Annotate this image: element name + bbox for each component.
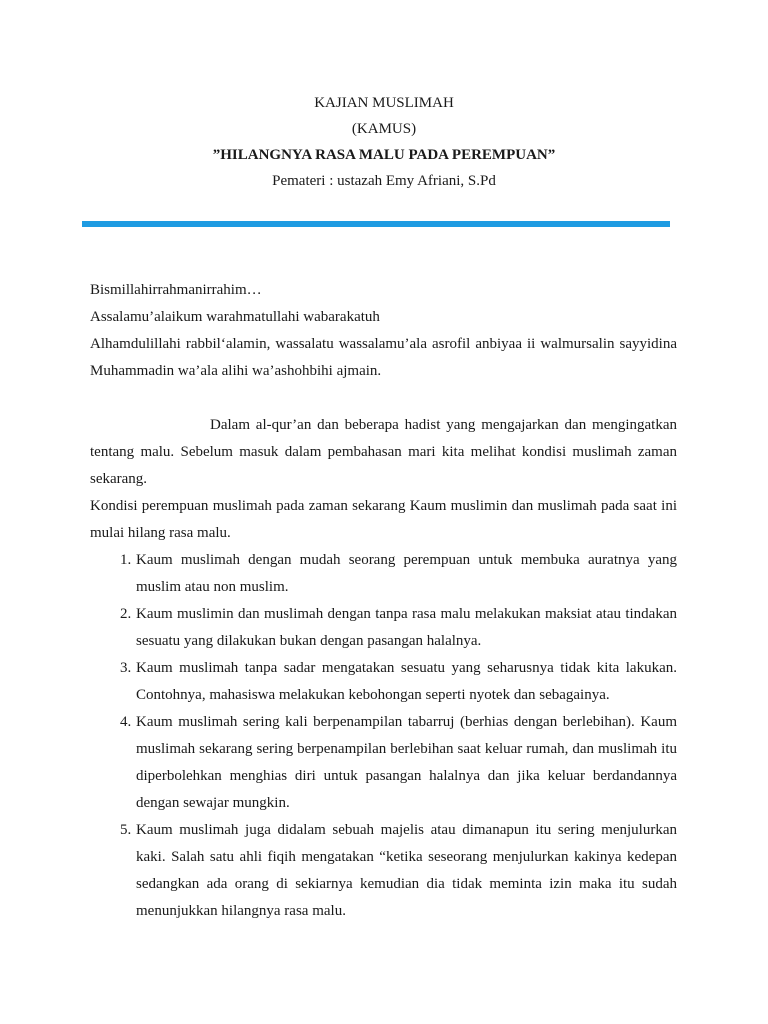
opening-hamdalah: Alhamdulillahi rabbil‘alamin, wassalatu wassalamu’ala asrofil anbiyaa ii walmursalin sayyidina Muhammadin wa’ala alihi wa’ashohbihi ajmain. (90, 336, 677, 379)
list-number: 1. (120, 552, 132, 568)
list-text: Kaum muslimah tanpa sadar mengatakan sesuatu yang seharusnya tidak kita lakukan. Contohnya, mahasiswa melakukan kebohongan seperti nyotek dan sebagainya. (136, 660, 677, 703)
list-number: 4. (120, 714, 132, 730)
list-item (90, 655, 677, 709)
list-text: Kaum muslimah juga didalam sebuah majelis atau dimanapun itu sering menjulurkan kaki. Salah satu ahli fiqih mengatakan “ketika seseorang menjulurkan kakinya kedepan sedangkan ada orang di sekiarnya kemudian dia tidak meminta izin maka itu sudah menunjukkan hilangnya rasa malu. (136, 822, 677, 919)
blue-divider (82, 221, 670, 227)
paragraph-gap (90, 385, 677, 412)
document-header (0, 90, 768, 194)
header-line-1: KAJIAN MUSLIMAH (314, 95, 454, 111)
speaker-line: Pemateri : ustazah Emy Afriani, S.Pd (272, 173, 496, 189)
header-line-2: (KAMUS) (351, 121, 417, 137)
document-title: ”HILANGNYA RASA MALU PADA PEREMPUAN” (212, 147, 556, 163)
list-item (90, 709, 677, 817)
list-number: 3. (120, 660, 132, 676)
condition-list (90, 547, 677, 925)
list-text: Kaum muslimah dengan mudah seorang perempuan untuk membuka auratnya yang muslim atau non muslim. (136, 552, 677, 595)
document-body (90, 277, 677, 925)
opening-basmala: Bismillahirrahmanirrahim… (90, 282, 262, 298)
list-number: 2. (120, 606, 132, 622)
condition-paragraph: Kondisi perempuan muslimah pada zaman sekarang Kaum muslimin dan muslimah pada saat ini mulai hilang rasa malu. (90, 498, 677, 541)
list-item (90, 601, 677, 655)
list-text: Kaum muslimin dan muslimah dengan tanpa rasa malu melakukan maksiat atau tindakan sesuatu yang dilakukan bukan dengan pasangan halalnya. (136, 606, 677, 649)
intro-paragraph: Dalam al-qur’an dan beberapa hadist yang mengajarkan dan mengingatkan tentang malu. Sebelum masuk dalam pembahasan mari kita melihat kondisi muslimah zaman sekarang. (90, 417, 677, 487)
list-item (90, 547, 677, 601)
list-text: Kaum muslimah sering kali berpenampilan tabarruj (berhias dengan berlebihan). Kaum muslimah sekarang sering berpenampilan berlebihan saat keluar rumah, dan muslimah itu diperbolehkan menghias diri untuk pasangan halalnya dan jika keluar berdandannya dengan sewajar mungkin. (136, 714, 677, 811)
list-number: 5. (120, 822, 132, 838)
opening-salam: Assalamu’alaikum warahmatullahi wabarakatuh (90, 309, 380, 325)
list-item (90, 817, 677, 925)
